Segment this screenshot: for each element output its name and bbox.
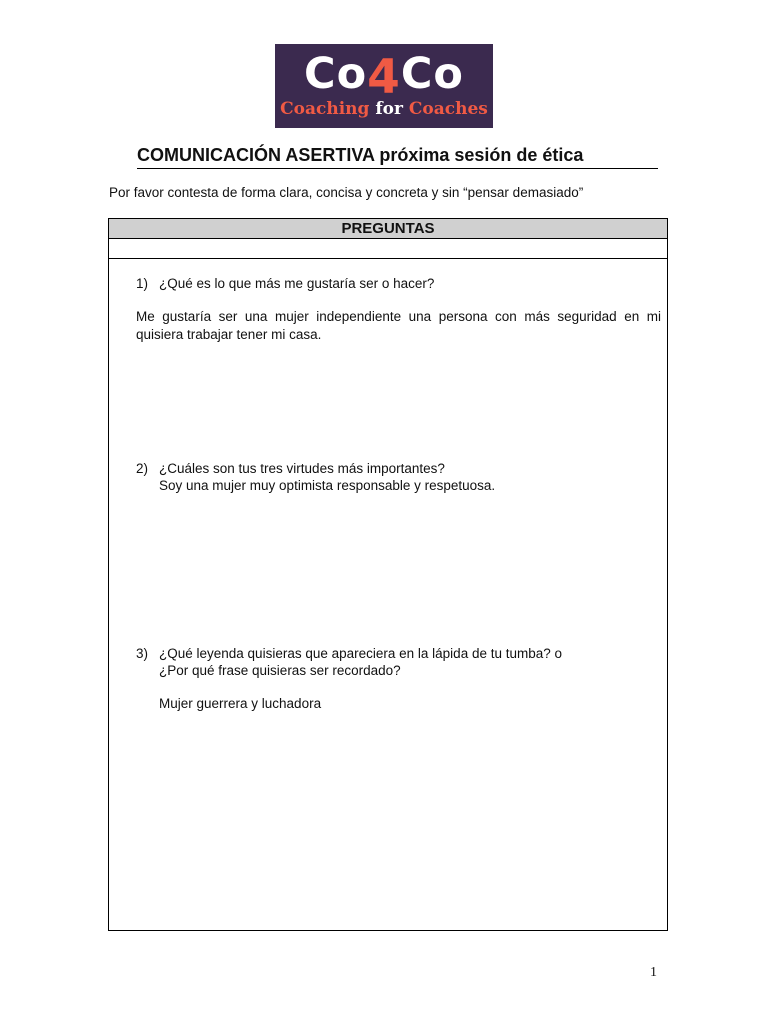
question-text: ¿Qué leyenda quisieras que apareciera en la lápida de tu tumba? o [159,646,563,661]
answer-2: Soy una mujer muy optimista responsable y respetuosa. [159,478,496,493]
page-number: 1 [650,965,657,980]
question-text: ¿Qué es lo que más me gustaría ser o hacer? [159,276,435,291]
document-title: COMUNICACIÓN ASERTIVA próxima sesión de ética [137,144,658,169]
question-number: 3) [136,646,149,661]
question-text-line-2: ¿Por qué frase quisieras ser recordado? [159,663,401,678]
answer-3: Mujer guerrera y luchadora [159,696,322,711]
question-text: ¿Cuáles son tus tres virtudes más importantes? [159,461,445,476]
question-number: 2) [136,461,149,476]
table-header: PREGUNTAS [109,219,667,239]
instructions-text: Por favor contesta de forma clara, concisa y concreta y sin “pensar demasiado” [109,185,584,200]
answer-1: Me gustaría ser una mujer independiente una persona con más seguridad en mi quisiera trabajar tener mi casa. [136,309,661,342]
logo-wordmark: Co4Co [304,49,464,105]
logo-tagline: Coaching for Coaches [280,99,488,119]
co4co-logo [275,44,493,128]
table-divider [109,258,667,259]
question-number: 1) [136,276,149,291]
